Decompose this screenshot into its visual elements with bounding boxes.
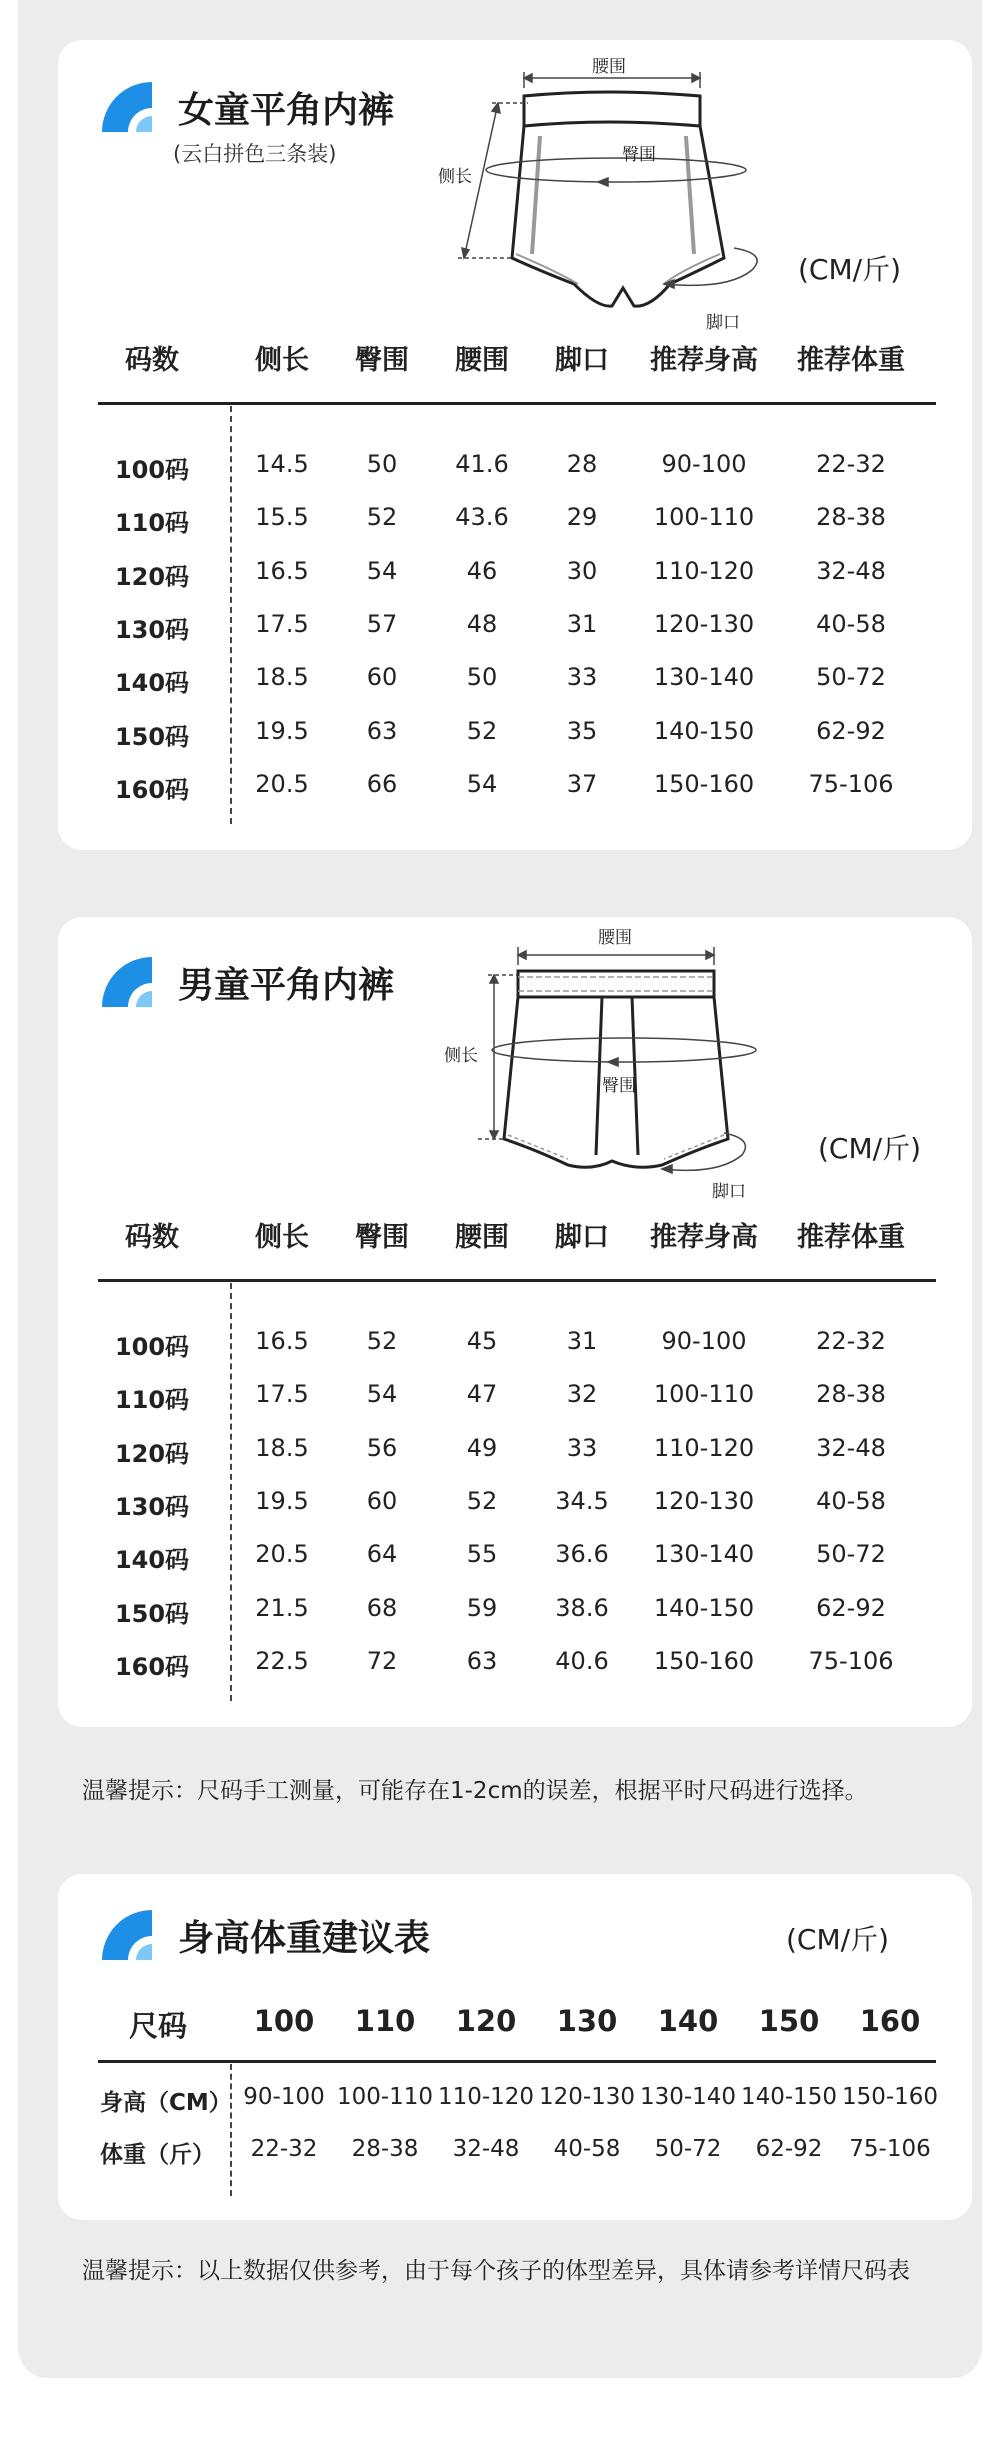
girls-table-cell: 18.5 bbox=[255, 663, 309, 692]
girls-table-cell: 52 bbox=[466, 716, 498, 745]
brand-logo-icon bbox=[102, 957, 152, 1007]
girls-table-cell: 120-130 bbox=[653, 609, 755, 638]
girls-header-cell: 臀围 bbox=[355, 345, 409, 376]
boys-table-cell: 32 bbox=[566, 1380, 598, 1409]
height-cell: 100-110 bbox=[336, 2084, 434, 2110]
girls-column-divider bbox=[230, 406, 232, 824]
girls-table-cell: 46 bbox=[466, 556, 498, 585]
girls-table-cell: 50 bbox=[366, 450, 398, 478]
girls-table-cell: 19.5 bbox=[255, 716, 309, 745]
girls-size-cell: 120码 bbox=[114, 562, 190, 591]
boys-table-cell: 19.5 bbox=[255, 1486, 309, 1515]
girls-title: 女童平角内裤 bbox=[178, 90, 395, 131]
girls-table-cell: 33 bbox=[566, 663, 598, 692]
boys-header-cell: 推荐身高 bbox=[650, 1222, 758, 1253]
height-weight-header-cell: 110 bbox=[354, 2004, 416, 2038]
boys-table-cell: 72 bbox=[366, 1646, 398, 1675]
boys-size-cell: 150码 bbox=[114, 1599, 190, 1628]
girls-table-cell: 15.5 bbox=[255, 503, 309, 532]
brand-logo-icon bbox=[102, 82, 152, 132]
height-cell: 120-130 bbox=[538, 2084, 636, 2110]
boys-table-cell: 68 bbox=[366, 1593, 398, 1622]
boys-waist-label: 腰围 bbox=[598, 928, 632, 948]
boys-table-cell: 62-92 bbox=[816, 1593, 886, 1622]
girls-table-cell: 130-140 bbox=[653, 663, 755, 692]
girls-table-cell: 54 bbox=[366, 556, 398, 585]
boys-table-cell: 75-106 bbox=[808, 1646, 894, 1675]
boys-table-cell: 100-110 bbox=[653, 1380, 755, 1409]
boys-leg-label: 脚口 bbox=[712, 1182, 746, 1202]
girls-header-divider bbox=[98, 402, 936, 405]
girls-size-cell: 140码 bbox=[114, 669, 190, 698]
boys-header-cell: 推荐体重 bbox=[797, 1222, 905, 1253]
girls-table-cell: 50-72 bbox=[816, 663, 886, 692]
boys-table-cell: 130-140 bbox=[653, 1540, 755, 1569]
girls-table-cell: 43.6 bbox=[455, 503, 509, 532]
boys-size-cell: 100码 bbox=[114, 1333, 190, 1361]
girls-table-cell: 63 bbox=[366, 716, 398, 745]
boys-column-divider bbox=[230, 1283, 232, 1701]
girls-size-cell: 100码 bbox=[114, 456, 190, 484]
boys-size-cell: 140码 bbox=[114, 1546, 190, 1575]
boys-header-cell: 脚口 bbox=[555, 1222, 609, 1253]
height-weight-header-cell: 130 bbox=[556, 2004, 618, 2038]
boys-table-cell: 110-120 bbox=[653, 1433, 755, 1462]
brand-logo-icon bbox=[102, 1910, 152, 1960]
weight-cell: 50-72 bbox=[654, 2136, 722, 2162]
girls-table-cell: 52 bbox=[366, 503, 398, 532]
boys-table-cell: 21.5 bbox=[255, 1593, 309, 1622]
height-row-label: 身高（CM） bbox=[100, 2090, 232, 2116]
weight-cell: 62-92 bbox=[755, 2136, 823, 2162]
height-cell: 110-120 bbox=[437, 2084, 535, 2110]
girls-header-cell: 侧长 bbox=[255, 345, 309, 376]
height-weight-card bbox=[58, 1874, 972, 2220]
height-weight-header-cell: 120 bbox=[455, 2004, 517, 2038]
boys-table-cell: 16.5 bbox=[255, 1327, 309, 1355]
girls-header-cell: 腰围 bbox=[455, 345, 509, 376]
boys-size-card bbox=[58, 917, 972, 1727]
height-weight-unit-label: (CM/斤) bbox=[786, 1923, 889, 1956]
boys-header-cell: 侧长 bbox=[255, 1222, 309, 1253]
height-weight-header-cell: 160 bbox=[859, 2004, 921, 2038]
boys-hip-label: 臀围 bbox=[602, 1076, 636, 1096]
page-background bbox=[18, 0, 982, 2378]
boys-table-cell: 47 bbox=[466, 1380, 498, 1409]
boys-table-cell: 32-48 bbox=[816, 1433, 886, 1462]
boys-header-cell: 臀围 bbox=[355, 1222, 409, 1253]
boys-table-cell: 120-130 bbox=[653, 1486, 755, 1515]
girls-unit-label: (CM/斤) bbox=[798, 253, 901, 286]
height-cell: 140-150 bbox=[740, 2084, 838, 2110]
reference-note: 温馨提示：以上数据仅供参考，由于每个孩子的体型差异，具体请参考详情尺码表 bbox=[82, 2258, 910, 2284]
boys-table-cell: 17.5 bbox=[255, 1380, 309, 1409]
girls-subtitle: (云白拼色三条装) bbox=[173, 142, 337, 166]
boys-table-cell: 150-160 bbox=[653, 1646, 755, 1675]
girls-table-cell: 66 bbox=[366, 769, 398, 798]
boys-briefs-diagram bbox=[418, 925, 838, 1215]
girls-table-cell: 16.5 bbox=[255, 556, 309, 585]
girls-table-cell: 35 bbox=[566, 716, 598, 745]
girls-size-cell: 110码 bbox=[114, 509, 190, 538]
girls-table-cell: 100-110 bbox=[653, 503, 755, 532]
boys-table-cell: 90-100 bbox=[661, 1327, 747, 1355]
girls-table-cell: 37 bbox=[566, 769, 598, 798]
weight-cell: 40-58 bbox=[553, 2136, 621, 2162]
boys-table-cell: 49 bbox=[466, 1433, 498, 1462]
girls-table-cell: 30 bbox=[566, 556, 598, 585]
girls-table-cell: 110-120 bbox=[653, 556, 755, 585]
boys-table-cell: 40.6 bbox=[555, 1646, 609, 1675]
girls-header-cell: 码数 bbox=[125, 345, 179, 376]
girls-side-label: 侧长 bbox=[438, 167, 472, 187]
girls-table-cell: 28 bbox=[566, 450, 598, 478]
girls-leg-label: 脚口 bbox=[706, 313, 740, 333]
boys-table-cell: 45 bbox=[466, 1327, 498, 1355]
boys-table-cell: 36.6 bbox=[555, 1540, 609, 1569]
girls-table-cell: 90-100 bbox=[661, 450, 747, 478]
height-weight-header-cell: 尺码 bbox=[128, 2009, 188, 2043]
boys-table-cell: 34.5 bbox=[555, 1486, 609, 1515]
girls-table-cell: 150-160 bbox=[653, 769, 755, 798]
girls-table-cell: 14.5 bbox=[255, 450, 309, 478]
girls-header-cell: 脚口 bbox=[555, 345, 609, 376]
boys-title: 男童平角内裤 bbox=[178, 965, 395, 1006]
girls-table-cell: 50 bbox=[466, 663, 498, 692]
girls-header-cell: 推荐身高 bbox=[650, 345, 758, 376]
height-weight-header-cell: 140 bbox=[657, 2004, 719, 2038]
boys-size-cell: 160码 bbox=[114, 1652, 190, 1681]
girls-hip-label: 臀围 bbox=[622, 145, 656, 165]
girls-table-cell: 75-106 bbox=[808, 769, 894, 798]
girls-table-cell: 29 bbox=[566, 503, 598, 532]
girls-table-cell: 41.6 bbox=[455, 450, 509, 478]
height-cell: 150-160 bbox=[841, 2084, 939, 2110]
height-weight-header-divider bbox=[98, 2060, 936, 2063]
girls-table-cell: 62-92 bbox=[816, 716, 886, 745]
weight-cell: 28-38 bbox=[351, 2136, 419, 2162]
girls-table-cell: 48 bbox=[466, 609, 498, 638]
boys-table-cell: 31 bbox=[566, 1327, 598, 1355]
boys-table-cell: 52 bbox=[366, 1327, 398, 1355]
boys-table-cell: 59 bbox=[466, 1593, 498, 1622]
girls-table-cell: 57 bbox=[366, 609, 398, 638]
girls-table-cell: 22-32 bbox=[816, 450, 886, 478]
girls-table-cell: 28-38 bbox=[816, 503, 886, 532]
boys-table-cell: 40-58 bbox=[816, 1486, 886, 1515]
girls-table-cell: 40-58 bbox=[816, 609, 886, 638]
weight-cell: 32-48 bbox=[452, 2136, 520, 2162]
boys-table-cell: 140-150 bbox=[653, 1593, 755, 1622]
height-weight-header-cell: 150 bbox=[758, 2004, 820, 2038]
boys-table-cell: 54 bbox=[366, 1380, 398, 1409]
girls-size-card bbox=[58, 40, 972, 850]
boys-table-cell: 20.5 bbox=[255, 1540, 309, 1569]
boys-size-cell: 130码 bbox=[114, 1492, 190, 1521]
weight-row-label: 体重（斤） bbox=[100, 2142, 215, 2168]
girls-table-cell: 140-150 bbox=[653, 716, 755, 745]
girls-briefs-diagram bbox=[438, 58, 828, 348]
boys-table-cell: 38.6 bbox=[555, 1593, 609, 1622]
girls-table-cell: 31 bbox=[566, 609, 598, 638]
boys-size-cell: 120码 bbox=[114, 1439, 190, 1468]
height-cell: 130-140 bbox=[639, 2084, 737, 2110]
height-cell: 90-100 bbox=[243, 2084, 325, 2110]
girls-header-cell: 推荐体重 bbox=[797, 345, 905, 376]
boys-table-cell: 55 bbox=[466, 1540, 498, 1569]
boys-table-cell: 18.5 bbox=[255, 1433, 309, 1462]
boys-unit-label: (CM/斤) bbox=[818, 1132, 921, 1165]
girls-table-cell: 20.5 bbox=[255, 769, 309, 798]
weight-cell: 75-106 bbox=[849, 2136, 931, 2162]
weight-cell: 22-32 bbox=[250, 2136, 318, 2162]
boys-table-cell: 64 bbox=[366, 1540, 398, 1569]
girls-table-cell: 54 bbox=[466, 769, 498, 798]
boys-table-cell: 28-38 bbox=[816, 1380, 886, 1409]
girls-size-cell: 150码 bbox=[114, 722, 190, 751]
girls-table-cell: 17.5 bbox=[255, 609, 309, 638]
girls-table-cell: 32-48 bbox=[816, 556, 886, 585]
boys-header-divider bbox=[98, 1279, 936, 1282]
boys-table-cell: 60 bbox=[366, 1486, 398, 1515]
height-weight-header-cell: 100 bbox=[253, 2004, 315, 2038]
boys-table-cell: 50-72 bbox=[816, 1540, 886, 1569]
boys-size-cell: 110码 bbox=[114, 1386, 190, 1415]
boys-side-label: 侧长 bbox=[444, 1046, 478, 1066]
girls-size-cell: 160码 bbox=[114, 775, 190, 804]
boys-table-cell: 56 bbox=[366, 1433, 398, 1462]
boys-table-cell: 22-32 bbox=[816, 1327, 886, 1355]
height-weight-title: 身高体重建议表 bbox=[178, 1918, 431, 1959]
boys-table-cell: 22.5 bbox=[255, 1646, 309, 1675]
boys-table-cell: 63 bbox=[466, 1646, 498, 1675]
girls-table-cell: 60 bbox=[366, 663, 398, 692]
boys-table-cell: 33 bbox=[566, 1433, 598, 1462]
boys-header-cell: 腰围 bbox=[455, 1222, 509, 1253]
girls-size-cell: 130码 bbox=[114, 615, 190, 644]
boys-header-cell: 码数 bbox=[125, 1222, 179, 1253]
girls-waist-label: 腰围 bbox=[592, 58, 626, 77]
boys-table-cell: 52 bbox=[466, 1486, 498, 1515]
measurement-note: 温馨提示：尺码手工测量，可能存在1-2cm的误差，根据平时尺码进行选择。 bbox=[82, 1778, 868, 1804]
